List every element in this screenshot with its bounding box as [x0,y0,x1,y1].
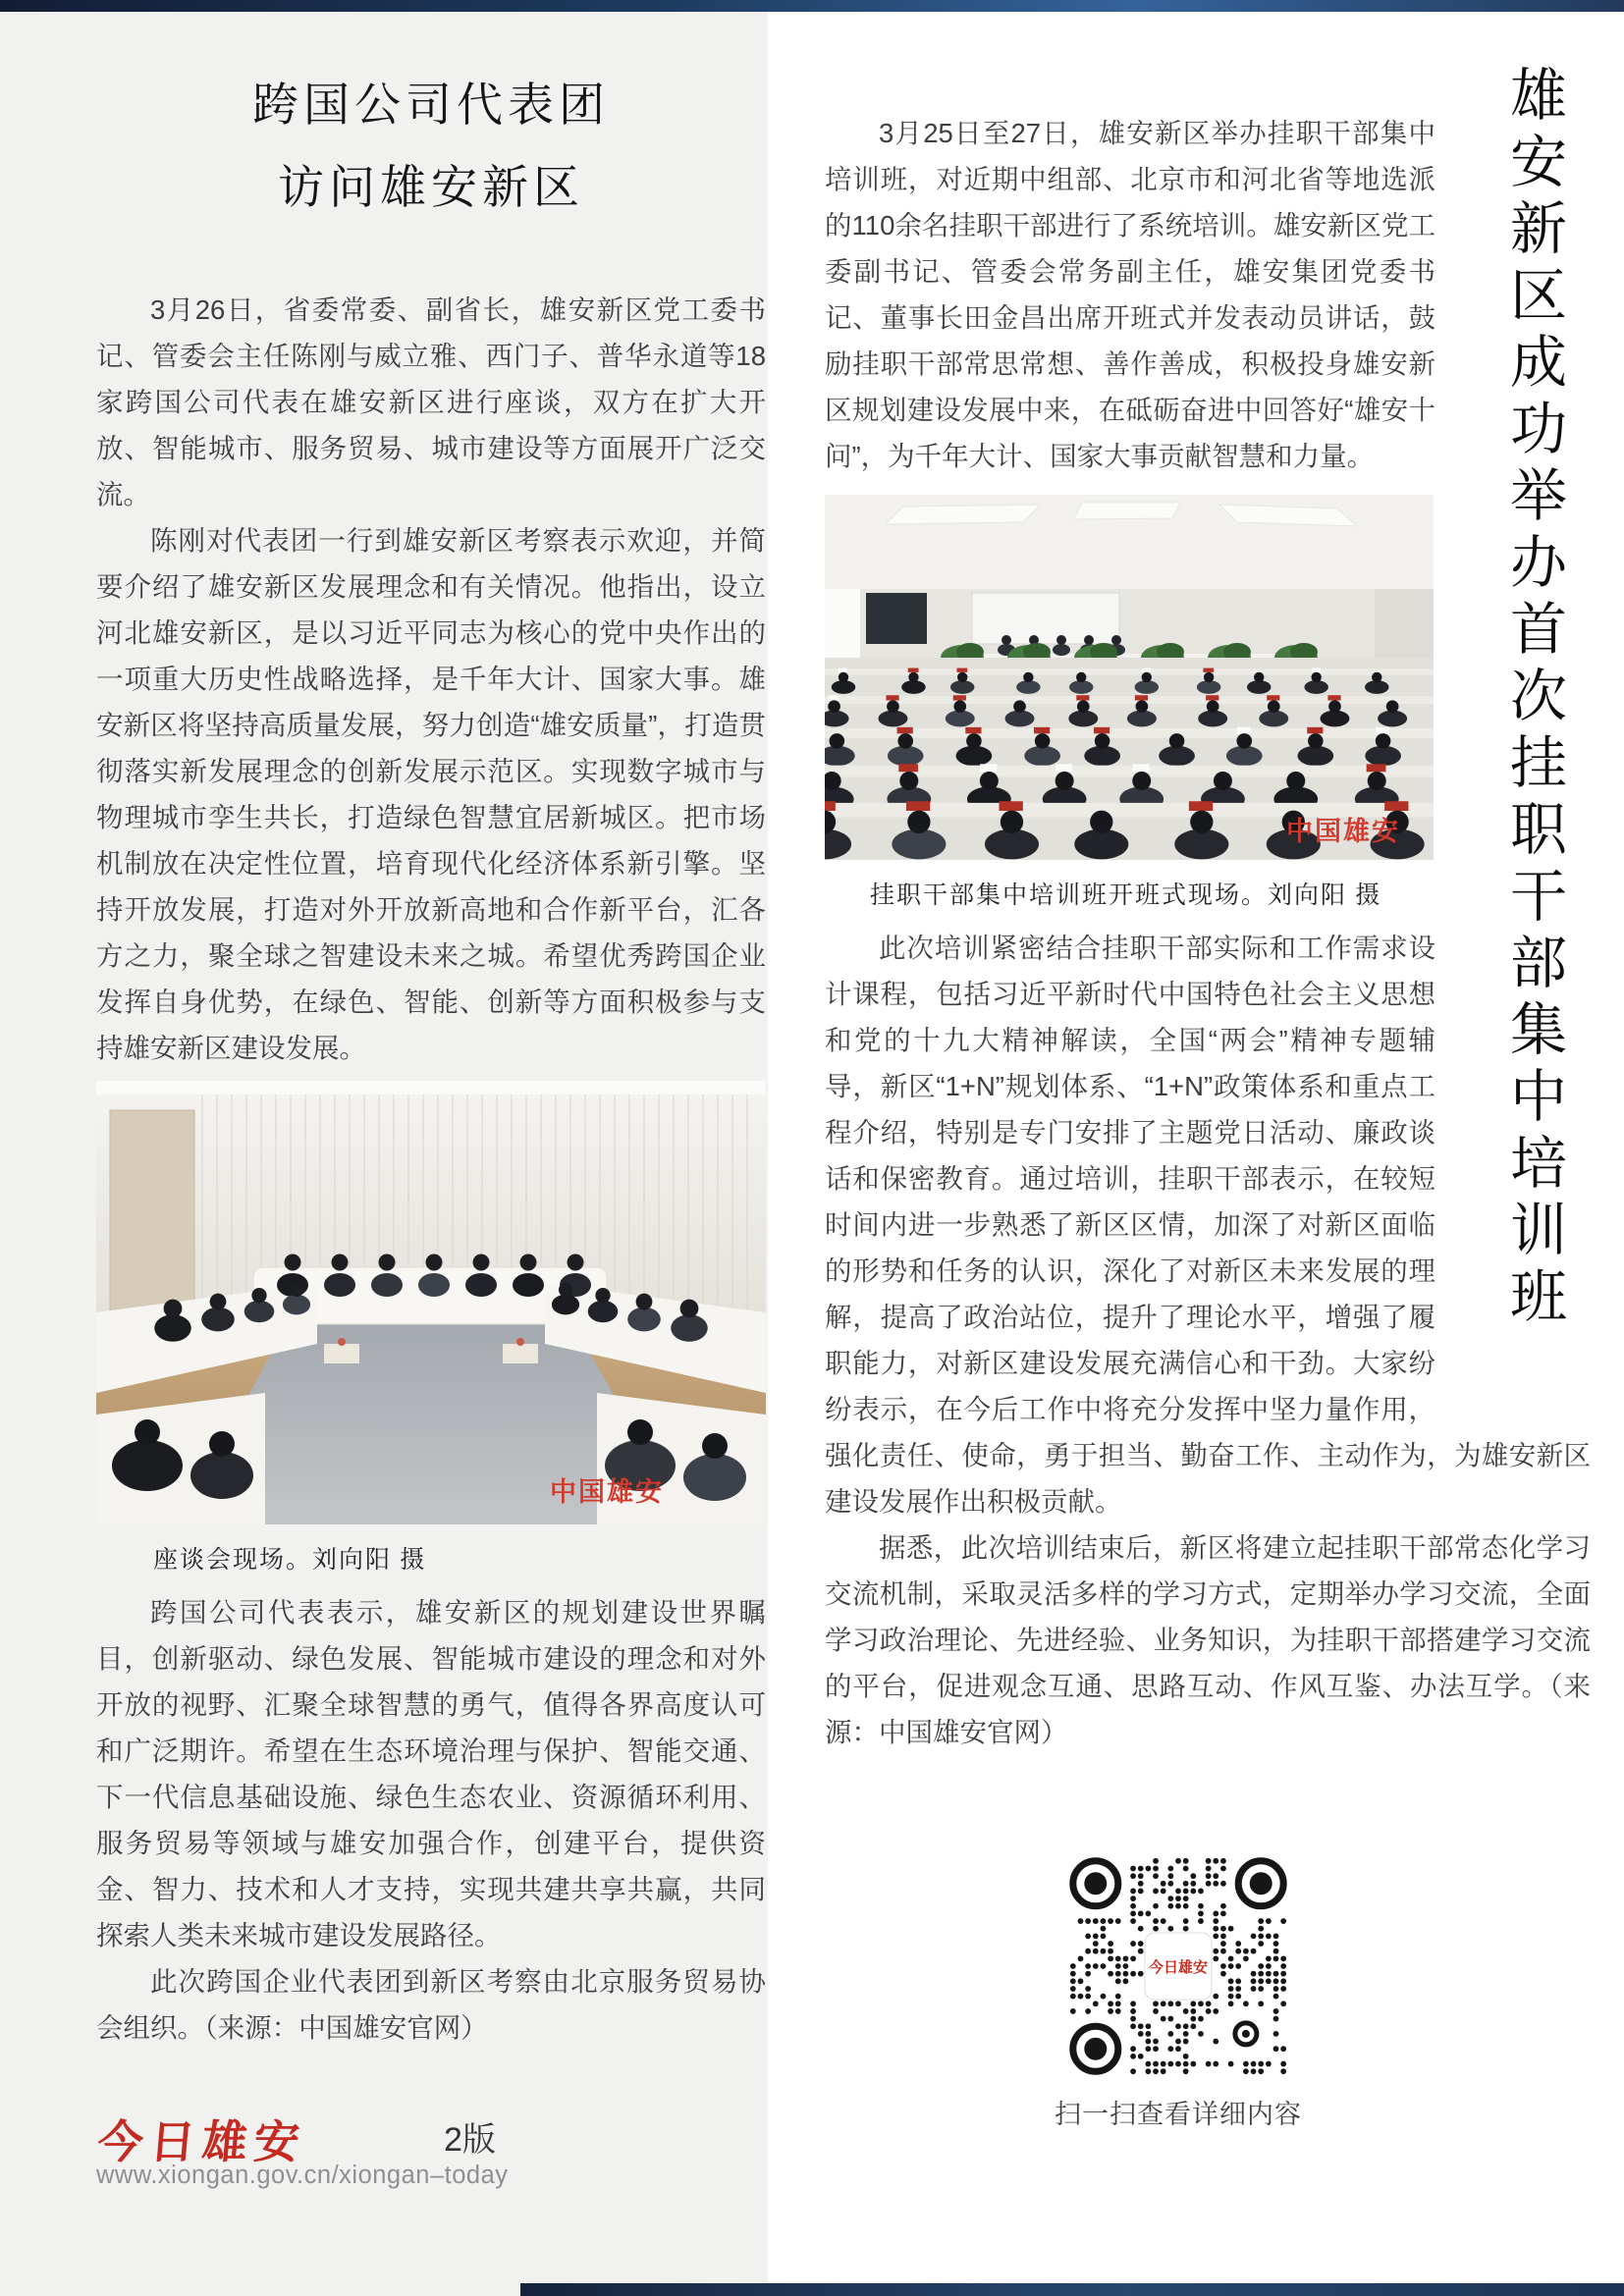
right-article [815,12,1624,2131]
training-photo-caption: 挂职干部集中培训班开班式现场。刘向阳 摄 [870,882,1382,909]
left-article-title [96,65,766,230]
left-title-line1: 跨国公司代表团 [252,80,610,132]
right-paragraph-1: 3月25日至27日，雄安新区举办挂职干部集中培训班，对近期中组部、北京市和河北省等地选派的110余名挂职干部进行了系统培训。雄安新区党工委副书记、管委会常务副主任，雄安集团党委书记、董事长田金昌出席开班式并发表动员讲话，鼓励挂职干部常思常想、善作善成，积极投身雄安新区规划建设发展中来，在砥砺奋进中回答好“雄安十问”，为千年大计、国家大事贡献智慧和力量。 [825,118,1435,471]
training-photo-watermark: 中国雄安 [1286,817,1400,846]
top-accent-bar [0,0,1624,12]
meeting-photo-caption: 座谈会现场。刘向阳 摄 [153,1547,427,1574]
meeting-photo-watermark: 中国雄安 [550,1477,664,1507]
column-divider [768,12,815,2296]
meeting-photo [96,1081,766,1524]
qr-center-logo: 今日雄安 [1148,1960,1209,1976]
qr-section [1031,1857,1326,2131]
right-paragraph-2: 此次培训紧密结合挂职干部实际和工作需求设计课程，包括习近平新时代中国特色社会主义思想和党的十九大精神解读，全国“两会”精神专题辅导，新区“1+N”规划体系、“1+N”政策体系和重点工程介绍，特别是专门安排了主题党日活动、廉政谈话和保密教育。通过培训，挂职干部表示，在较短时间内进一步熟悉了新区区情，加深了对新区面临的形势和任务的认识，深化了对新区未来发展的理解，提高了政治站位，提升了理论水平，增强了履职能力，对新区建设发展充满信心和干劲。大家纷纷表示，在今后工作中将充分发挥中坚力量作用，强化责任、使命，勇于担当、勤奋工作、主动作为，为雄安新区建设发展作出积极贡献。 [825,933,1591,1517]
left-paragraph-1: 3月26日，省委常委、副省长，雄安新区党工委书记、管委会主任陈刚与威立雅、西门子、普华永道等18家跨国公司代表在雄安新区进行座谈，双方在扩大开放、智能城市、服务贸易、城市建设等方面展开广泛交流。 [96,294,766,509]
vertical-headline: 雄安新区成功举办首次挂职干部集中培训班 [1501,65,1565,1333]
left-paragraph-3: 跨国公司代表表示，雄安新区的规划建设世界瞩目，创新驱动、绿色发展、智能城市建设的理念和对外开放的视野、汇聚全球智慧的勇气，值得各界高度认可和广泛期许。希望在生态环境治理与保护、智能交通、下一代信息基础设施、绿色生态农业、资源循环利用、服务贸易等领域与雄安加强合作，创建平台，提供资金、智力、技术和人才支持，实现共建共享共赢，共同探索人类未来城市建设发展路径。 [96,1597,766,1950]
left-title-line2: 访问雄安新区 [278,163,584,214]
bottom-accent-bar [520,2283,1624,2296]
left-paragraph-2: 陈刚对代表团一行到雄安新区考察表示欢迎，并简要介绍了雄安新区发展理念和有关情况。他指出，设立河北雄安新区，是以习近平同志为核心的党中央作出的一项重大历史性战略选择，是千年大计、国家大事。雄安新区将坚持高质量发展，努力创造“雄安质量”，打造贯彻落实新发展理念的创新发展示范区。实现数字城市与物理城市孪生共长，打造绿色智慧宜居新城区。把市场机制放在决定性位置，培育现代化经济体系新引擎。坚持开放发展，打造对外开放新高地和合作新平台，汇各方之力，聚全球之智建设未来之城。希望优秀跨国企业发挥自身优势，在绿色、智能、创新等方面积极参与支持雄安新区建设发展。 [96,525,766,1063]
left-paragraph-4: 此次跨国企业代表团到新区考察由北京服务贸易协会组织。（来源：中国雄安官网） [96,1966,766,2043]
left-article [96,12,766,2051]
site-url: www.xiongan.gov.cn/xiongan–today [96,2162,509,2189]
qr-code [1069,1857,1287,2075]
masthead-logo: 今日雄安 [95,2115,309,2168]
right-paragraph-3: 据悉，此次培训结束后，新区将建立起挂职干部常态化学习交流机制，采取灵活多样的学习方式，定期举办学习交流，全面学习政治理论、先进经验、业务知识，为挂职干部搭建学习交流的平台，促进观念互通、思路互动、作风互鉴、办法互学。（来源：中国雄安官网） [825,1532,1591,1747]
page-number: 2版 [444,2121,496,2159]
qr-caption: 扫一扫查看详细内容 [1055,2100,1302,2129]
training-photo [825,495,1434,860]
